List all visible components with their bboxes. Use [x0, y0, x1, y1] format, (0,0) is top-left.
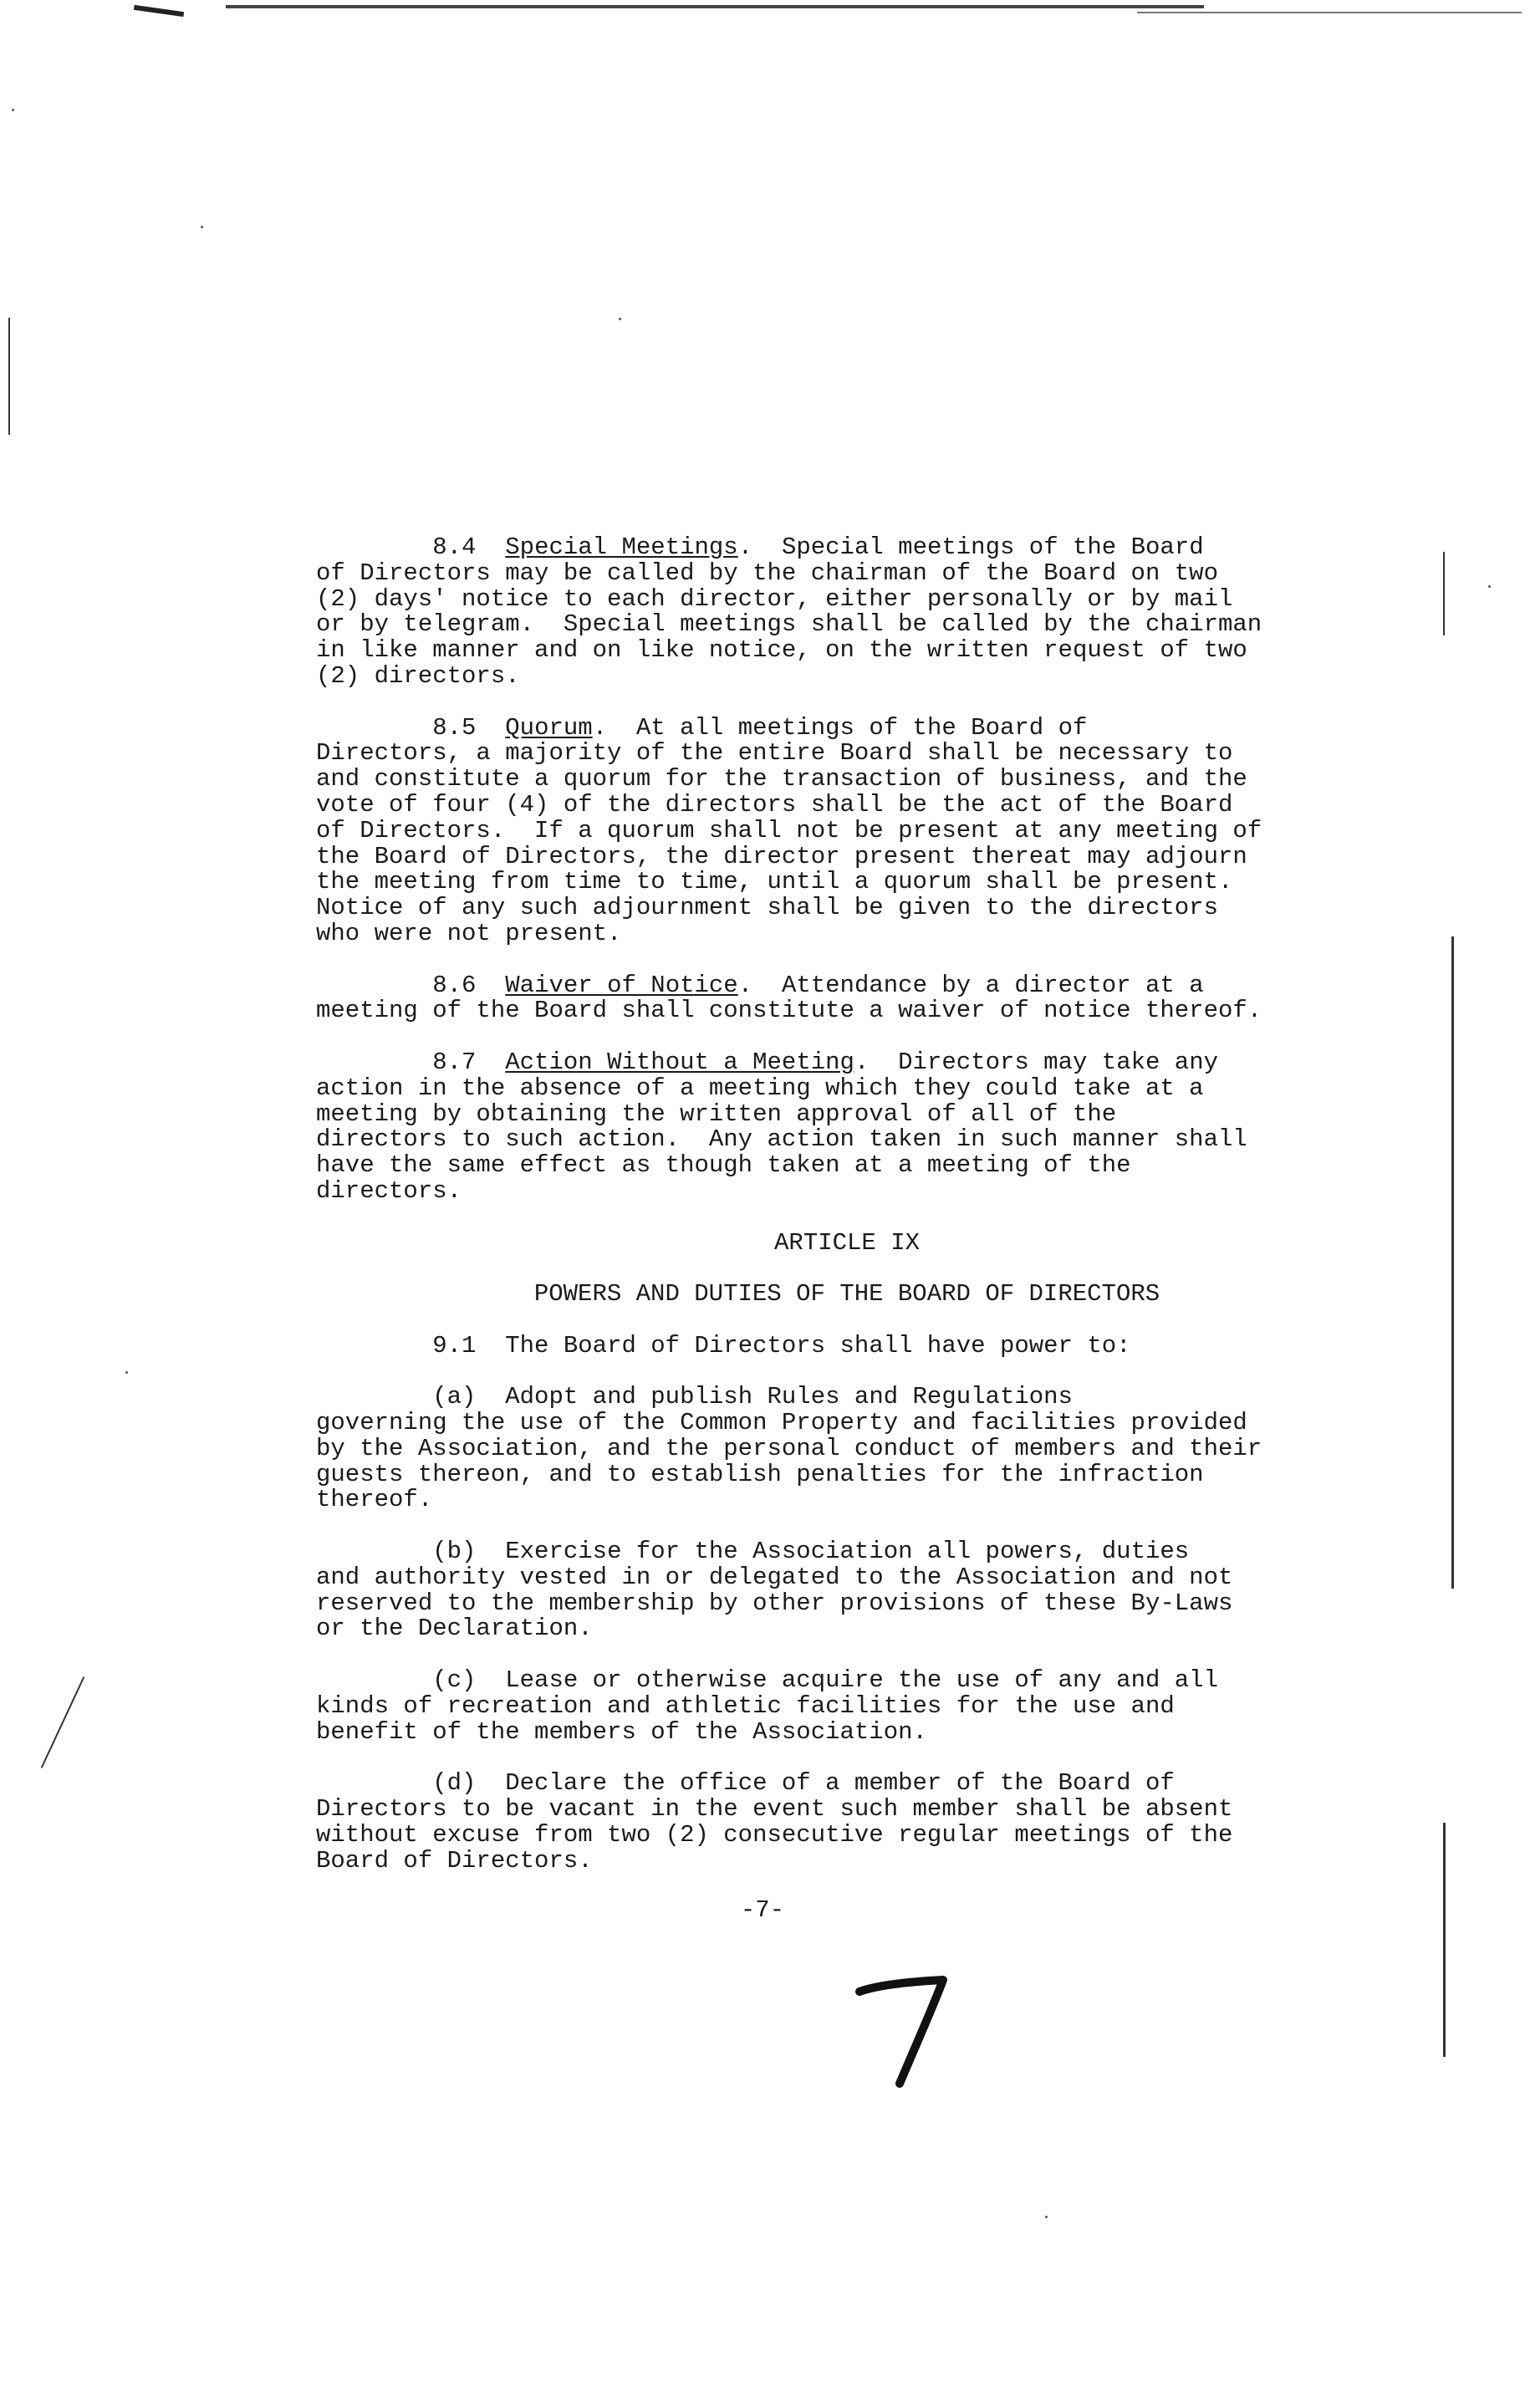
section-title: Action Without a Meeting — [505, 1048, 854, 1076]
scan-left-scribble — [41, 1676, 85, 1768]
item-b — [316, 1539, 1378, 1642]
text-line: (a) Adopt and publish Rules and Regulations — [432, 1383, 1073, 1411]
scan-right-edge-upper — [1443, 552, 1445, 635]
text-line: Board of Directors. — [316, 1846, 593, 1875]
handwritten-page-mark — [853, 1973, 953, 2090]
scan-speck — [1045, 2216, 1048, 2218]
section-number: 8.7 — [432, 1048, 477, 1076]
text-line: meeting of the Board shall constitute a waiver of notice thereof. — [316, 997, 1262, 1025]
text-line: the Board of Directors, the director present thereat may adjourn — [316, 842, 1247, 870]
item-d — [316, 1771, 1378, 1874]
section-8-5 — [316, 713, 1378, 947]
scan-top-border — [226, 5, 1204, 8]
text-line: (b) Exercise for the Association all powers, duties — [432, 1538, 1190, 1566]
section-8-4-first-line: 8.4 Special Meetings. Special meetings of the Board — [432, 533, 1204, 561]
text-line: governing the use of the Common Property and facilities provided — [316, 1409, 1247, 1437]
text-line: directors. — [316, 1176, 462, 1205]
text-line: without excuse from two (2) consecutive regular meetings of the — [316, 1820, 1233, 1849]
item-first-line — [316, 1539, 1378, 1565]
scan-speck — [201, 226, 203, 228]
text-line: in like manner and on like notice, on the written request of two — [316, 636, 1247, 665]
item-first-line — [316, 1771, 1378, 1797]
text-line: (2) days' notice to each director, either personally or by mail — [316, 584, 1233, 613]
text-line: At all meetings of the Board of — [635, 713, 1088, 742]
section-number: 8.4 — [432, 533, 477, 561]
text-line: kinds of recreation and athletic facilities for the use and — [316, 1691, 1175, 1720]
item-first-line — [316, 1668, 1378, 1694]
text-line: or by telegram. Special meetings shall be called by the chairman — [316, 610, 1262, 639]
text-line: meeting by obtaining the written approval of all of the — [316, 1099, 1117, 1128]
section-title: Quorum — [505, 713, 593, 742]
section-8-4 — [316, 535, 1378, 690]
section-9-1 — [316, 1331, 1378, 1360]
text-line: Notice of any such adjournment shall be given to the directors — [316, 894, 1218, 922]
text-line: or the Declaration. — [316, 1615, 593, 1643]
text-line: action in the absence of a meeting which they could take at a — [316, 1074, 1204, 1102]
text-line: Directors may take any — [898, 1048, 1219, 1076]
item-a — [316, 1385, 1378, 1513]
text-line: the meeting from time to time, until a quorum shall be present. — [316, 868, 1233, 896]
page-number: -7- — [740, 1896, 785, 1924]
item-first-line — [316, 1385, 1378, 1411]
scan-speck — [12, 109, 14, 111]
section-9-1-line — [316, 1331, 1378, 1360]
text-line: have the same effect as though taken at a meeting of the — [316, 1151, 1131, 1180]
text-line: and authority vested in or delegated to the Association and not — [316, 1563, 1233, 1591]
section-8-6 — [316, 973, 1378, 1025]
text-line: Attendance by a director at a — [781, 971, 1204, 999]
section-8-7-first-line: 8.7 Action Without a Meeting. Directors may take any — [432, 1048, 1219, 1076]
section-8-6-first-line: 8.6 Waiver of Notice. Attendance by a director at a — [432, 971, 1204, 999]
section-9-1-text: 9.1 The Board of Directors shall have power to: — [432, 1331, 1131, 1360]
text-line: by the Association, and the personal conduct of members and their — [316, 1434, 1262, 1462]
text-line: reserved to the membership by other provisions of these By-Laws — [316, 1589, 1233, 1617]
text-line: benefit of the members of the Association. — [316, 1717, 927, 1746]
scan-right-edge — [1451, 936, 1454, 1589]
section-title: Waiver of Notice — [505, 971, 738, 999]
scan-left-edge — [8, 318, 10, 435]
text-line: directors to such action. Any action taken in such manner shall — [316, 1125, 1247, 1154]
text-line: thereof. — [316, 1486, 433, 1514]
scan-top-border-right — [1137, 12, 1522, 13]
text-line: (c) Lease or otherwise acquire the use of any and all — [432, 1666, 1218, 1695]
section-number: 8.5 — [432, 713, 477, 742]
scan-speck — [619, 318, 621, 320]
article-number: ARTICLE IX — [773, 1228, 921, 1257]
section-8-5-first-line: 8.5 Quorum. At all meetings of the Board of — [432, 713, 1088, 742]
document-body — [316, 535, 1378, 1874]
text-line: (2) directors. — [316, 661, 520, 690]
section-number: 8.6 — [432, 971, 477, 999]
text-line: and constitute a quorum for the transaction of business, and the — [316, 765, 1247, 793]
scan-right-edge-lower — [1443, 1823, 1446, 2057]
text-line: (d) Declare the office of a member of the Board of — [432, 1769, 1175, 1798]
section-title: Special Meetings — [505, 533, 738, 561]
section-8-7 — [316, 1050, 1378, 1205]
text-line: Directors to be vacant in the event such member shall be absent — [316, 1795, 1233, 1824]
text-line: of Directors may be called by the chairman of the Board on two — [316, 559, 1218, 587]
scan-corner-mark — [134, 5, 184, 17]
text-line: who were not present. — [316, 919, 622, 947]
text-line: Directors, a majority of the entire Board shall be necessary to — [316, 739, 1233, 768]
text-line: of Directors. If a quorum shall not be present at any meeting of — [316, 816, 1262, 844]
item-c — [316, 1668, 1378, 1745]
text-line: vote of four (4) of the directors shall be the act of the Board — [316, 790, 1233, 819]
scan-speck — [1488, 585, 1491, 588]
scan-speck — [125, 1371, 128, 1374]
text-line: Special meetings of the Board — [781, 533, 1204, 561]
article-title: POWERS AND DUTIES OF THE BOARD OF DIRECTORS — [533, 1280, 1160, 1309]
text-line: guests thereon, and to establish penalties for the infraction — [316, 1460, 1204, 1488]
